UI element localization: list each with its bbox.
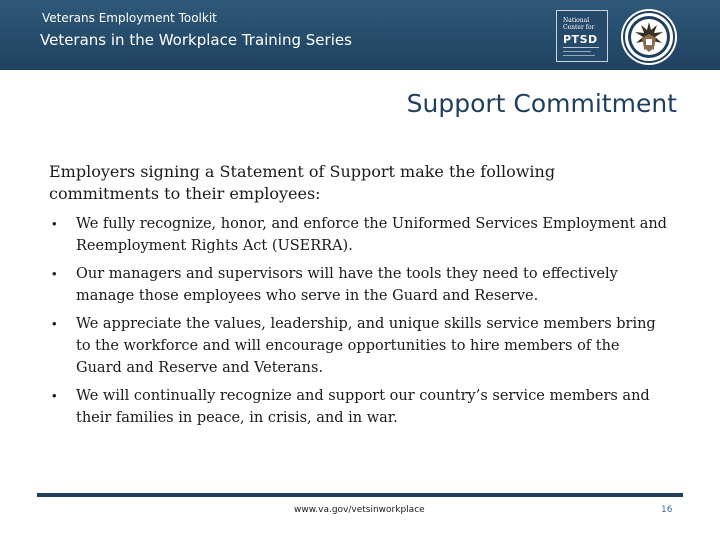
ptsd-logo-rule [563, 47, 599, 48]
va-seal-icon [620, 8, 678, 66]
bullet-marker: • [52, 316, 57, 331]
list-item [49, 263, 669, 307]
header-band [0, 0, 720, 70]
footer-divider [37, 493, 683, 497]
toolkit-subtitle: Veterans Employment Toolkit [42, 11, 217, 25]
list-item-text: We appreciate the values, leadership, and unique skills service members bring to the workforce and will encourage opportunities to hire members of the Guard and Reserve and Veterans. [76, 316, 656, 376]
ptsd-logo-icon [556, 10, 608, 62]
list-item [49, 385, 669, 429]
list-item-text: Our managers and supervisors will have the tools they need to effectively manage those employees who serve in the Guard and Reserve. [76, 266, 618, 304]
intro-paragraph: Employers signing a Statement of Support make the following commitments to their employees: [49, 162, 556, 203]
ptsd-logo-line1: National [563, 17, 590, 24]
list-item-text: We fully recognize, honor, and enforce the Uniformed Services Employment and Reemployment Rights Act (USERRA). [76, 216, 667, 254]
list-item [49, 213, 669, 257]
ptsd-logo-rule [563, 51, 591, 52]
bullet-marker: • [52, 266, 57, 281]
footer-url[interactable]: www.va.gov/vetsinworkplace [294, 505, 425, 515]
slide-title: Support Commitment [406, 89, 677, 118]
list-item [49, 313, 669, 379]
list-item-text: We will continually recognize and support our country’s service members and their families in peace, in crisis, and in war. [76, 388, 650, 426]
bullet-marker: • [52, 216, 57, 231]
series-title: Veterans in the Workplace Training Series [40, 31, 352, 49]
ptsd-logo-line3: PTSD [563, 33, 598, 46]
ptsd-logo-rule [563, 55, 595, 56]
commitment-list [49, 213, 669, 435]
bullet-marker: • [52, 388, 57, 403]
ptsd-logo-line2: Center for [563, 24, 595, 31]
page-number: 16 [661, 505, 673, 515]
